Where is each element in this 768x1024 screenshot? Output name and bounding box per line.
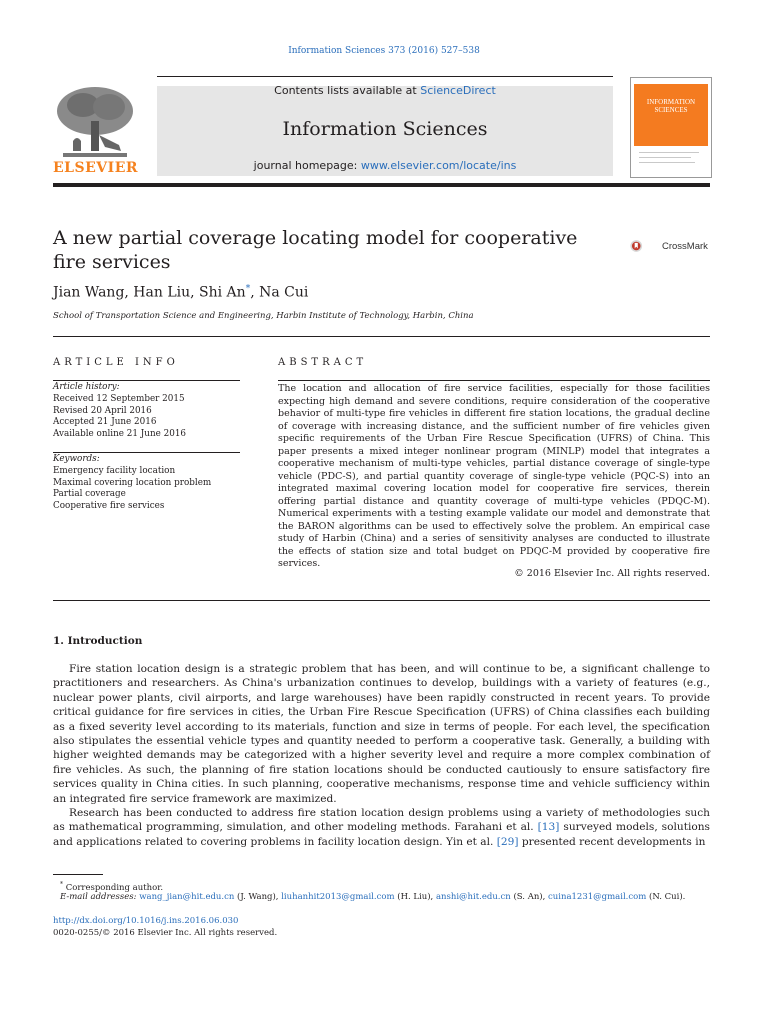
homepage-line xyxy=(157,159,613,172)
keyword-item: Maximal covering location problem xyxy=(53,477,212,488)
authors-part: Jian Wang, Han Liu, Shi An xyxy=(53,284,246,301)
section-rule xyxy=(53,600,710,601)
abstract-rule xyxy=(278,380,710,381)
intro-paragraph-1: Fire station location design is a strategic problem that has been, and will continue to be, a significant challenge to practitioners and researchers. As China's urbanization continues to develop, buildings with a variety of features (e.g., nuclear power plants, civil airports, and large warehouses) have been rapidly constructed in recent years. To provide critical guidance for fire services in cities, the Urban Fire Rescue Specification (UFRS) of China classifies each building as a fixed severity level according to its materials, function and size in terms of people. For each level, the specification also stipulates the essential vehicle types and quantity needed to perform a cooperative task. Generally, a building with higher weighted demands may be categorized with a higher severity level and require a more complex combination of fire vehicles. As such, the planning of fire station locations should be conducted cautiously to ensure satisfactory fire services quality in China cities. In such planning, cooperative mechanisms, response time and vehicle sufficiency within an integrated fire service framework are maximized. xyxy=(53,663,710,805)
crossmark-label[interactable]: CrossMark xyxy=(662,241,708,252)
email-link[interactable]: cuina1231@gmail.com xyxy=(548,892,647,902)
abstract-copyright: © 2016 Elsevier Inc. All rights reserved. xyxy=(514,568,710,579)
elsevier-tree-logo-icon xyxy=(53,85,137,159)
email-owner: (H. Liu), xyxy=(394,892,436,902)
keyword-item: Cooperative fire services xyxy=(53,501,165,512)
corresponding-author-note: * Corresponding author. xyxy=(60,881,164,893)
cover-decoration xyxy=(639,162,695,163)
paper-title: A new partial coverage locating model for cooperative fire services xyxy=(53,227,578,273)
paragraph-text: Research has been conducted to address fire station location design problems using a variety of methodologies such as mathematical programming, simulation, and other modeling methods. Farahani et al. xyxy=(53,807,710,834)
history-item: Accepted 21 June 2016 xyxy=(53,417,157,428)
journal-title: Information Sciences xyxy=(282,118,488,140)
authors-part: , Na Cui xyxy=(250,284,309,301)
history-item: Available online 21 June 2016 xyxy=(53,429,187,440)
keywords-rule xyxy=(53,452,240,453)
abstract-heading: ABSTRACT xyxy=(278,357,368,368)
sciencedirect-link[interactable]: ScienceDirect xyxy=(420,84,496,97)
corresponding-text: Corresponding author. xyxy=(65,882,164,893)
reference-link-29[interactable]: [29] xyxy=(496,835,519,848)
email-link[interactable]: wang_jian@hit.edu.cn xyxy=(139,892,235,902)
article-info-heading: ARTICLE INFO xyxy=(53,357,179,368)
email-link[interactable]: liuhanhit2013@gmail.com xyxy=(281,892,395,902)
email-label: E-mail addresses: xyxy=(60,892,140,902)
header-thick-rule xyxy=(53,183,710,187)
paragraph-text: presented recent developments in xyxy=(518,835,706,848)
introduction-body xyxy=(53,662,710,849)
cover-decoration xyxy=(639,157,691,158)
history-item: Received 12 September 2015 xyxy=(53,393,185,404)
cover-orange-panel xyxy=(634,84,708,146)
email-owner: (J. Wang), xyxy=(234,892,282,902)
keywords xyxy=(53,454,243,513)
affiliation: School of Transportation Science and Engineering, Harbin Institute of Technology, Harbin, China xyxy=(53,311,474,321)
journal-cover-thumbnail[interactable] xyxy=(630,77,712,178)
history-label: Article history: xyxy=(53,382,120,392)
elsevier-wordmark[interactable]: ELSEVIER xyxy=(53,160,139,176)
doi-link[interactable]: http://dx.doi.org/10.1016/j.ins.2016.06.030 xyxy=(53,916,239,926)
header-top-rule xyxy=(157,76,613,77)
email-owner: (S. An), xyxy=(510,892,549,902)
keyword-item: Partial coverage xyxy=(53,489,126,500)
footnote-rule xyxy=(53,874,103,875)
email-owner: (N. Cui). xyxy=(646,892,686,902)
paragraph-text: surveyed models, solutions and applications related to covering problems in facility location design. Yin et al. xyxy=(53,821,710,848)
corresponding-author-mark[interactable]: * xyxy=(245,284,251,294)
email-addresses xyxy=(60,891,685,903)
contents-prefix: Contents lists available at xyxy=(274,84,421,97)
issn-line: 0020-0255/© 2016 Elsevier Inc. All rights reserved. xyxy=(53,928,278,938)
keyword-item: Emergency facility location xyxy=(53,465,176,476)
intro-paragraph-2 xyxy=(53,806,710,849)
history-item: Revised 20 April 2016 xyxy=(53,405,152,416)
section-rule xyxy=(53,336,710,337)
crossmark-icon[interactable] xyxy=(630,230,662,262)
cover-decoration xyxy=(639,152,699,153)
journal-homepage-link[interactable]: www.elsevier.com/locate/ins xyxy=(360,159,517,172)
introduction-heading: 1. Introduction xyxy=(53,635,143,647)
journal-citation-link[interactable]: Information Sciences 373 (2016) 527–538 xyxy=(288,46,480,56)
cover-title: INFORMATION SCIENCES xyxy=(646,98,696,114)
reference-link-13[interactable]: [13] xyxy=(537,821,560,834)
abstract-text: The location and allocation of fire service facilities, especially for those facilities expecting high demand and severe conditions, require consideration of the cooperative behavior of multi-type fire vehicles in different fire station locations, the gradual decline of coverage with increasing distance, and the sufficient number of fire vehicles given specific requirements of the Urban Fire Rescue Specification (UFRS) of China. This paper presents a mixed integer nonlinear program (MINLP) model that integrates a cooperative mechanism of multi-type vehicles, partial distance coverage of single-type vehicle (PDC-S), and partial quantity coverage of single-type vehicle (PQC-S) into an integrated maximal covering location model for cooperative fire services, therein offering partial distance and quantity coverage of multi-type vehicles (PDQC-M). Numerical experiments with a testing example validate our model and demonstrate that the BARON algorithms can be used to effectively solve the problem. An empirical case study of Harbin (China) and a series of sensitivity analyses are conducted to illustrate the effects of station size and total budget on PDQC-M provided by cooperative fire services. xyxy=(278,383,710,569)
email-link[interactable]: anshi@hit.edu.cn xyxy=(435,892,511,902)
keywords-label: Keywords: xyxy=(53,454,100,464)
author-list xyxy=(53,284,308,301)
homepage-prefix: journal homepage: xyxy=(253,159,361,172)
article-info-rule xyxy=(53,380,240,381)
article-history xyxy=(53,382,243,441)
contents-line xyxy=(157,84,613,97)
